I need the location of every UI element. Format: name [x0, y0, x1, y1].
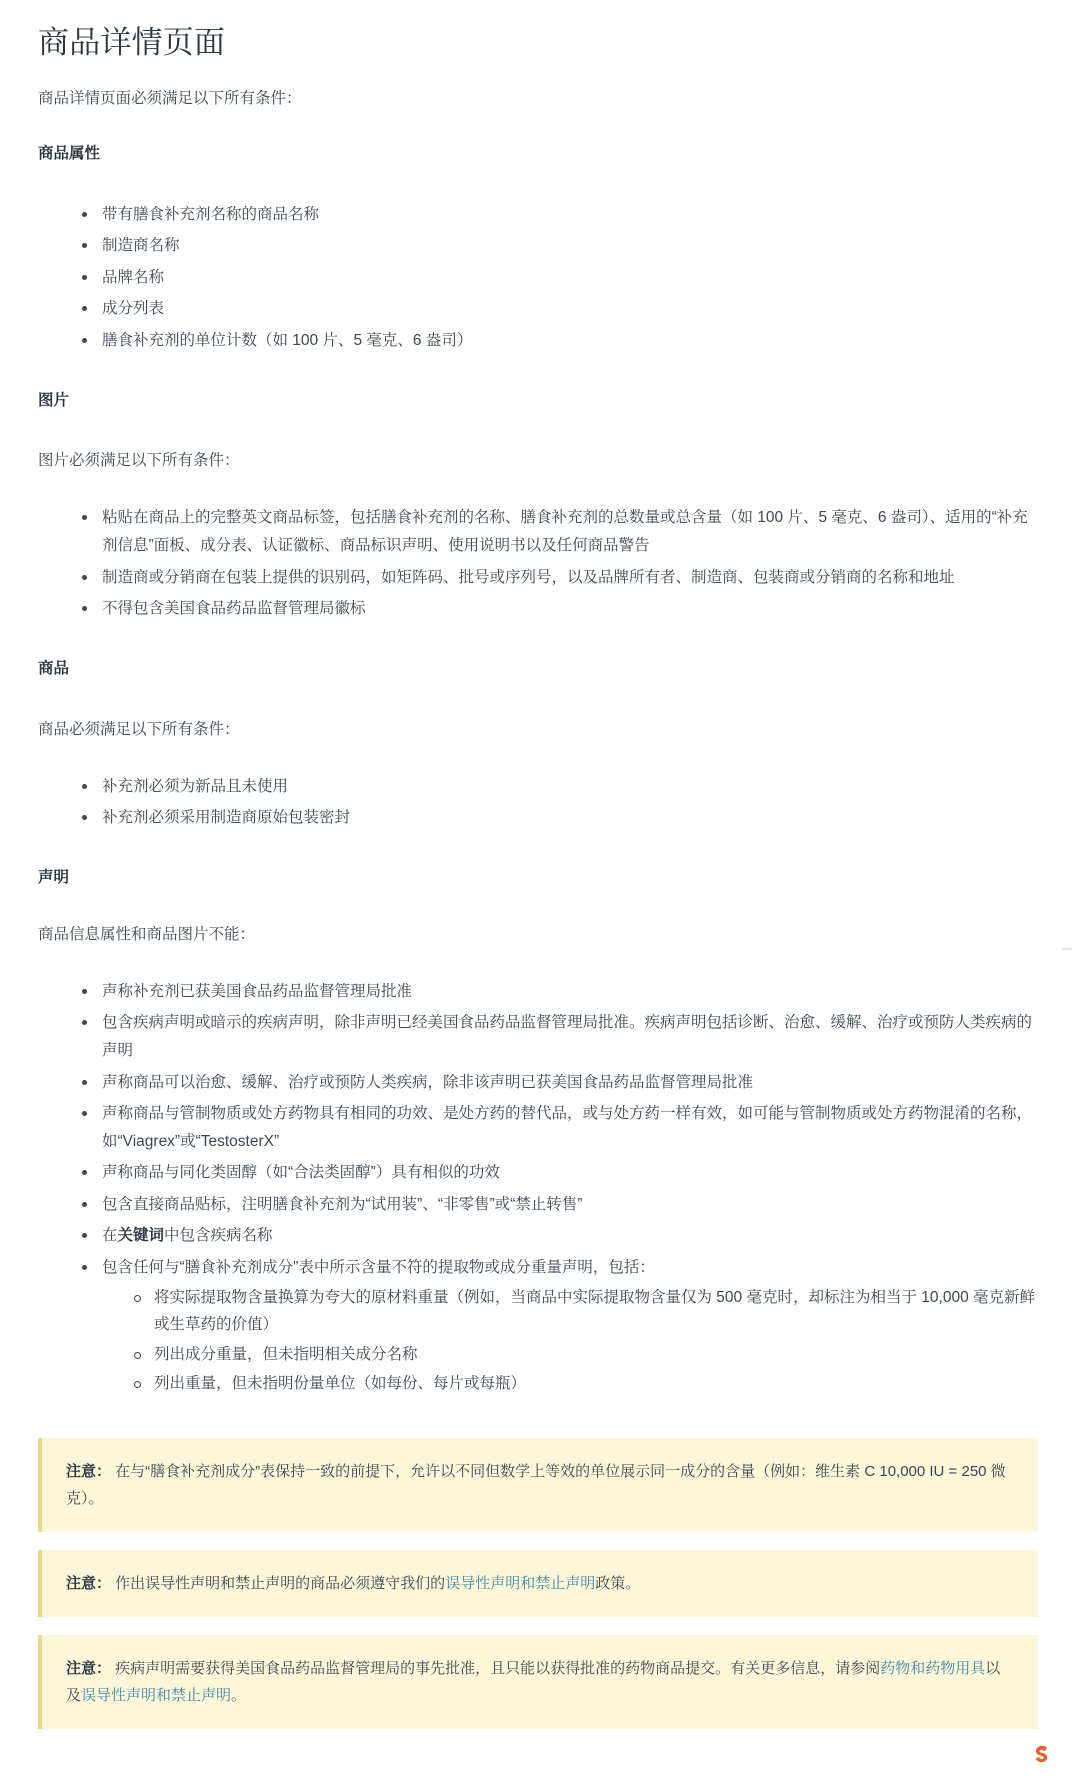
list-item-text: 声称商品与管制物质或处方药物具有相同的功效、是处方药的替代品，或与处方药一样有效，如可能与管制物质或处方药物混淆的名称，如“Viagrex”或“TestosterX”: [102, 1105, 1033, 1150]
sub-bullet-list: [102, 1284, 1038, 1398]
list-item: [80, 1191, 1038, 1219]
list-item-text: 包含任何与“膳食补充剂成分”表中所示含量不符的提取物或成分重量声明，包括：: [102, 1259, 655, 1276]
claims-heading: 声明: [38, 868, 70, 886]
scribd-s-logo-icon: [1030, 1741, 1056, 1767]
page-title: 商品详情页面: [38, 25, 226, 60]
page-intro: 商品详情页面必须满足以下所有条件：: [38, 89, 302, 107]
list-item-text: 在: [102, 1227, 118, 1245]
note-callout: [38, 1550, 1038, 1617]
notes-container: [38, 1438, 1038, 1729]
section-heading: 图片: [38, 391, 70, 409]
note-label: 注意：: [66, 1574, 112, 1592]
section-bullet-list: [38, 773, 1038, 832]
list-item: [80, 1254, 1038, 1398]
note-text: 。: [231, 1686, 247, 1704]
list-item: 补充剂必须为新品且未使用: [80, 773, 1038, 801]
sub-list-item: 列出成分重量，但未指明相关成分名称: [132, 1341, 1038, 1369]
list-item: [80, 1222, 1038, 1250]
list-item-text: 包含疾病声明或暗示的疾病声明，除非声明已经美国食品药品监督管理局批准。疾病声明包括诊断、治愈、缓解、治疗或预防人类疾病的声明: [102, 1014, 1033, 1059]
list-item: 制造商或分销商在包装上提供的识别码，如矩阵码、批号或序列号，以及品牌所有者、制造商、包装商或分销商的名称和地址: [80, 564, 1038, 592]
section-intro: 图片必须满足以下所有条件：: [38, 452, 240, 470]
list-item-text: 中包含疾病名称: [164, 1227, 273, 1245]
note-text: 政策。: [595, 1574, 641, 1592]
list-item: 补充剂必须采用制造商原始包装密封: [80, 804, 1038, 832]
list-item: 带有膳食补充剂名称的商品名称: [80, 201, 1038, 229]
list-item: 不得包含美国食品药品监督管理局徽标: [80, 595, 1038, 623]
note-policy-link[interactable]: 误导性声明和禁止声明: [445, 1574, 596, 1592]
sub-list-item: 将实际提取物含量换算为夸大的原材料重量（例如，当商品中实际提取物含量仅为 500 毫克时，却标注为相当于 10,000 毫克新鲜或生草药的价值）: [132, 1284, 1038, 1339]
section-heading: 商品: [38, 659, 70, 677]
note-text: 在与“膳食补充剂成分”表保持一致的前提下，允许以不同但数学上等效的单位展示同一成分的含量（例如：维生素 C 10,000 IU = 250 微克）。: [66, 1462, 1006, 1507]
keyword-emphasis: 关键词: [117, 1227, 165, 1245]
list-item-text: 声称商品与同化类固醇（如“合法类固醇”）具有相似的功效: [102, 1164, 500, 1182]
list-item: [80, 1159, 1038, 1187]
section-bullet-list: [38, 504, 1038, 622]
list-item: [80, 1009, 1038, 1064]
claims-bullet-list: [38, 978, 1038, 1398]
list-item: 粘贴在商品上的完整英文商品标签，包括膳食补充剂的名称、膳食补充剂的总数量或总含量（如 100 片、5 毫克、6 盎司）、适用的“补充剂信息”面板、成分表、认证徽标、商品标识声明、使用说明书以及任何商品警告: [80, 504, 1038, 559]
note-text: 疾病声明需要获得美国食品药品监督管理局的事先批准，且只能以获得批准的药物商品提交。有关更多信息，请参阅: [111, 1659, 881, 1677]
list-item: 膳食补充剂的单位计数（如 100 片、5 毫克、6 盎司）: [80, 327, 1038, 355]
note-callout: [38, 1635, 1038, 1729]
note-policy-link[interactable]: 误导性声明和禁止声明: [81, 1686, 232, 1704]
section-intro: 商品必须满足以下所有条件：: [38, 720, 240, 738]
note-text: 以及: [66, 1659, 1001, 1704]
sections-container: [38, 142, 1038, 832]
scroll-indicator-mark: [1062, 948, 1072, 950]
note-callout: [38, 1438, 1038, 1532]
note-label: 注意：: [66, 1659, 112, 1677]
list-item: 成分列表: [80, 295, 1038, 323]
list-item: [80, 978, 1038, 1006]
list-item-text: 声称商品可以治愈、缓解、治疗或预防人类疾病，除非该声明已获美国食品药品监督管理局批准: [102, 1073, 754, 1091]
list-item: [80, 1069, 1038, 1097]
section-bullet-list: [38, 201, 1038, 355]
list-item: [80, 1100, 1038, 1155]
note-policy-link[interactable]: 药物和药物用具: [880, 1659, 986, 1677]
note-text: 作出误导性声明和禁止声明的商品必须遵守我们的: [111, 1574, 446, 1592]
section-heading: 商品属性: [38, 144, 101, 162]
list-item-text: 声称补充剂已获美国食品药品监督管理局批准: [102, 982, 413, 1000]
list-item: 制造商名称: [80, 232, 1038, 260]
list-item-text: 包含直接商品贴标，注明膳食补充剂为“试用装”、“非零售”或“禁止转售”: [102, 1195, 583, 1213]
list-item: 品牌名称: [80, 264, 1038, 292]
note-label: 注意：: [66, 1462, 112, 1480]
sub-list-item: 列出重量，但未指明份量单位（如每份、每片或每瓶）: [132, 1370, 1038, 1398]
claims-intro: 商品信息属性和商品图片不能：: [38, 925, 256, 943]
